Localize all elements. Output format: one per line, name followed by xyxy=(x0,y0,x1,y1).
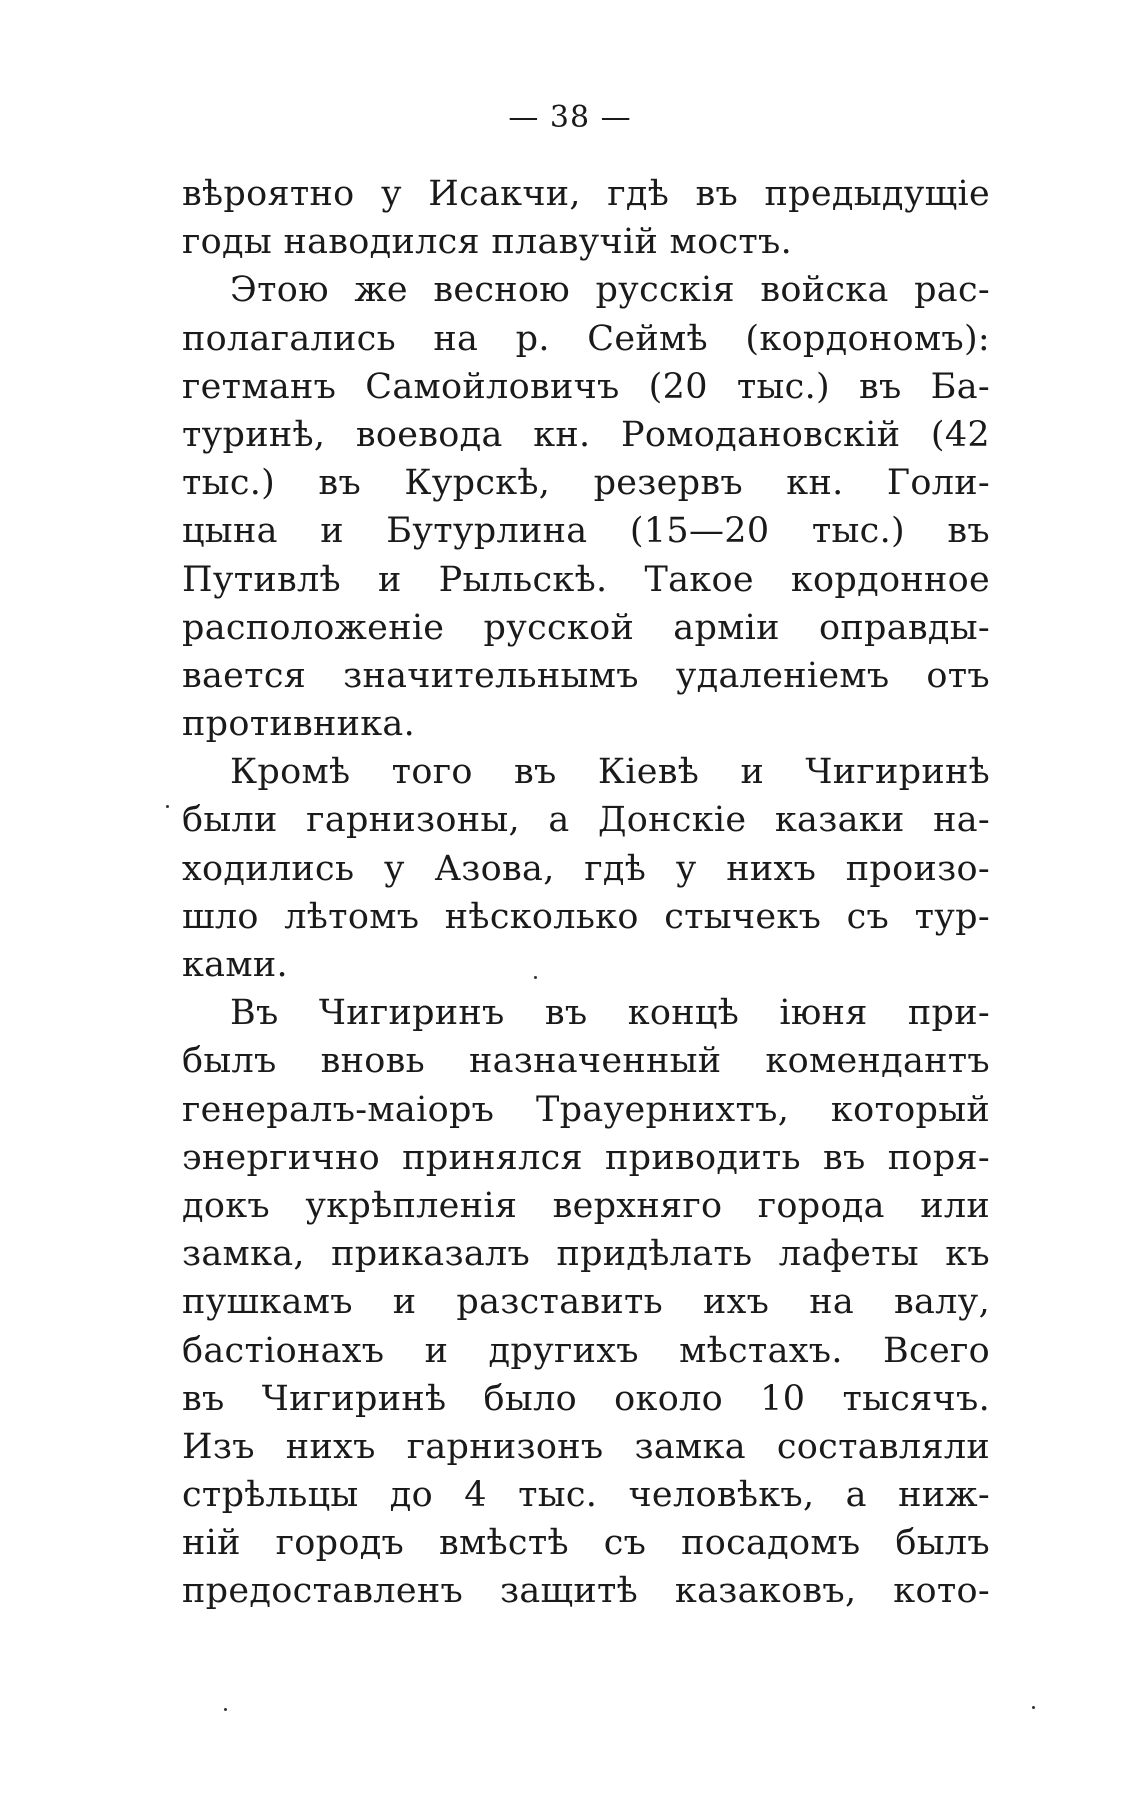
body-text xyxy=(182,170,990,1616)
text-line: гетманъ Самойловичъ (20 тыс.) въ Ба- xyxy=(182,366,990,407)
text-line: Этою же весною русскія войска рас- xyxy=(230,270,990,311)
text-line: были гарнизоны, а Донскіе казаки на- xyxy=(182,800,990,841)
text-line: годы наводился плавучій мостъ. xyxy=(182,222,792,263)
page-number: — 38 — xyxy=(508,100,632,135)
text-line: Изъ нихъ гарнизонъ замка составляли xyxy=(182,1426,990,1467)
print-speck xyxy=(224,1708,227,1711)
text-line: предоставленъ защитѣ казаковъ, кото- xyxy=(182,1571,990,1612)
text-line: стрѣльцы до 4 тыс. человѣкъ, а ниж- xyxy=(182,1475,990,1516)
text-line: Путивлѣ и Рыльскѣ. Такое кордонное xyxy=(182,559,990,600)
text-line: ходились у Азова, гдѣ у нихъ произо- xyxy=(182,848,990,889)
text-line: туринѣ, воевода кн. Ромодановскій (42 xyxy=(182,414,990,455)
text-line: бастіонахъ и другихъ мѣстахъ. Всего xyxy=(182,1330,990,1371)
text-line: ками. xyxy=(182,945,288,985)
text-line: полагались на р. Сеймѣ (кордономъ): xyxy=(182,318,990,359)
text-line: энергично принялся приводить въ поря- xyxy=(182,1137,990,1178)
text-line: докъ укрѣпленія верхняго города или xyxy=(182,1185,990,1226)
text-line: генералъ-маіоръ Трауернихтъ, который xyxy=(182,1089,990,1130)
text-line: замка, приказалъ придѣлать лафеты къ xyxy=(182,1234,990,1275)
text-line: въ Чигиринѣ было около 10 тысячъ. xyxy=(182,1378,990,1419)
text-line: расположеніе русской арміи оправды- xyxy=(182,607,990,648)
text-line: пушкамъ и разставить ихъ на валу, xyxy=(182,1282,990,1323)
text-line: Въ Чигиринъ въ концѣ іюня при- xyxy=(230,993,990,1034)
text-line: вѣроятно у Исакчи, гдѣ въ предыдущіе xyxy=(182,174,990,214)
text-line: вается значительнымъ удаленіемъ отъ xyxy=(182,655,990,696)
print-speck xyxy=(534,976,537,979)
print-speck xyxy=(1032,1706,1035,1709)
text-line: ній городъ вмѣстѣ съ посадомъ былъ xyxy=(182,1523,990,1564)
text-line: противника. xyxy=(182,704,416,745)
text-line: былъ вновь назначенный комендантъ xyxy=(182,1041,990,1082)
text-line: тыс.) въ Курскѣ, резервъ кн. Голи- xyxy=(182,463,990,504)
text-line: Кромѣ того въ Кіевѣ и Чигиринѣ xyxy=(230,752,990,793)
text-line: цына и Бутурлина (15—20 тыс.) въ xyxy=(182,511,990,552)
text-line: шло лѣтомъ нѣсколько стычекъ съ тур- xyxy=(182,896,990,937)
print-speck xyxy=(166,805,169,808)
